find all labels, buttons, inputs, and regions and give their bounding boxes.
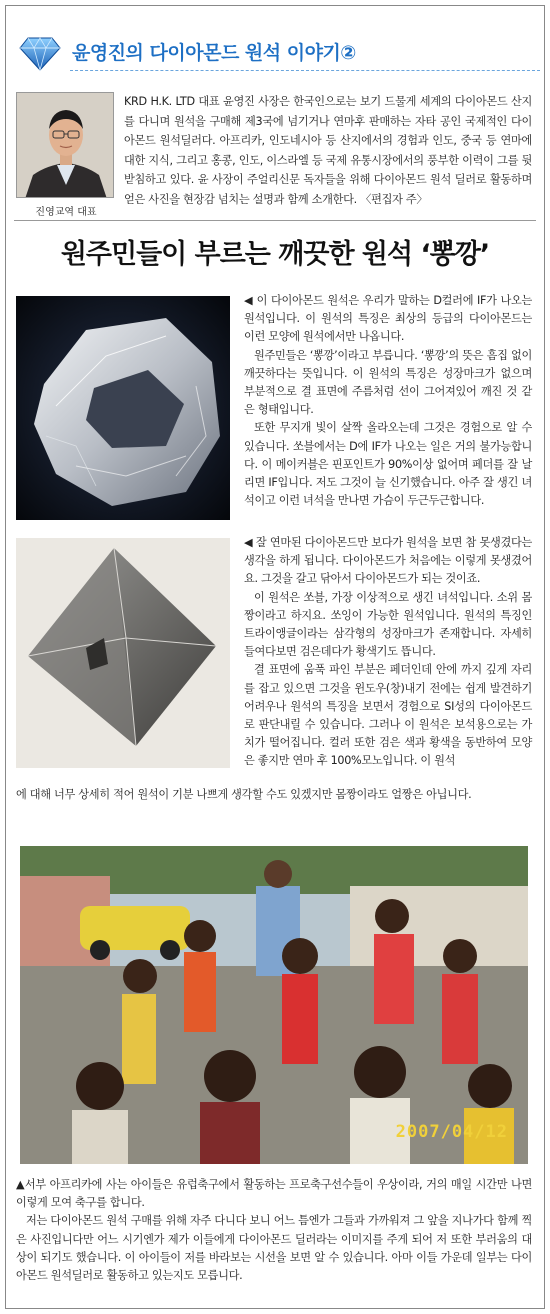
section2-paragraph: 결 표면에 움푹 파인 부분은 페더인데 안에 까지 깊게 자리를 잡고 있으면 그것을 윈도우(창)내기 전에는 쉽게 발견하기 어려우나 원석의 특징을 보면서 경험으로 SI성의 다이아몬드로 판단내릴 수 있습니다. 그러나 이 원석은 보석용으로는 가치가 떨어집니다. 컬러 또한 검은 색과 황색을 동반하여 모양은 좋지만 연마 후 100%모노입니다. 이 원석	[244, 663, 532, 768]
section3-paragraph: 저는 다이아몬드 원석 구매를 위해 자주 다니다 보니 어느 틈엔가 그들과 가까워져 그 앞을 지나가다 함께 찍은 사진입니다만 어느 시기엔가 제가 이들에게 다이아몬드 딜러라는 이미지를 주게 되어 저 또한 부러움의 대상이 되기도 했습니다. 이 아이들이 저를 바라보는 시선을 보면 알 수 있습니다. 아마 이들 가운데 일부는 다이아몬드 원석딜러로 활동하고 있는지도 모릅니다.	[16, 1214, 532, 1283]
diamond-icon	[18, 36, 62, 72]
intro-text: KRD H.K. LTD 대표 윤영진 사장은 한국인으로는 보기 드물게 세계의 다이아몬드 산지를 다니며 원석을 구매해 제3국에 넘기거나 연마후 판매하는 자타 공인 국제적인 다이아몬드 원석딜러다. 아프리카, 인도네시아 등 산지에서의 경험과 인도, 중국 등 연마에 대한 지식, 그리고 홍콩, 인도, 이스라엘 등 국제 유통시장에서의 풍부한 이력이 그를 뒷받침하고 있다. 윤 사장이 주얼리신문 독자들을 위해 다이아몬드 원석 딜러로 활동하며 얻은 사진을 현장감 넘치는 설명과 함께 소개한다. 〈편집자 주〉	[124, 95, 532, 206]
children-group-photo	[20, 846, 528, 1164]
rough-diamond-photo-1	[16, 296, 230, 520]
section1-paragraph: 원주민들은 ‘뽕깡’이라고 부릅니다. ‘뽕깡’의 뜻은 흠집 없이 깨끗하다는 뜻입니다. 이 원석의 특징은 성장마크가 없으며 부분적으로 결 표면에 주름처럼 선이 그어져있어 깨진 것 같은 형태입니다.	[244, 348, 532, 417]
section3-paragraph: ▲서부 아프리카에 사는 아이들은 유럽축구에서 활동하는 프로축구선수들이 우상이라, 거의 매일 시간만 나면 이렇게 모여 축구를 합니다.	[16, 1178, 532, 1210]
series-title: 윤영진의 다이아몬드 원석 이야기②	[72, 42, 356, 64]
section2-text-continued	[16, 786, 532, 804]
section1-paragraph: 또한 무지개 빛이 살짝 올라오는데 그것은 경험으로 알 수 있습니다. 쏘블에서는 D에 IF가 나오는 일은 거의 불가능합니다. 이 메이커블은 핀포인트가 90%이상 없어며 페더를 잘 날리면 IF입니다. 저도 그것이 늘 신기했습니다. 아주 잘 생긴 녀석이고 이런 녀석을 만나면 가슴이 두근두근합니다.	[244, 421, 532, 508]
section2-tail: 에 대해 너무 상세히 적어 원석이 기분 나쁘게 생각할 수도 있겠지만 몸짱이라도 얼짱은 아닙니다.	[16, 788, 472, 801]
intro-divider	[14, 220, 536, 221]
photo-date-stamp: 2007/04/12	[395, 1122, 508, 1142]
section1-text	[244, 292, 532, 510]
section1-paragraph: ◀ 이 다이아몬드 원석은 우리가 말하는 D컬러에 IF가 나오는 원석입니다. 이 원석의 특징은 최상의 등급의 다이아몬드는 이런 모양에 원석에서만 나옵니다.	[244, 294, 532, 344]
series-header	[10, 22, 540, 82]
section2-paragraph: ◀ 잘 연마된 다이아몬드만 보다가 원석을 보면 참 못생겼다는 생각을 하게 됩니다. 다이아몬드가 처음에는 이렇게 못생겼어요. 그것을 갈고 닦아서 다이아몬드가 되는 것이죠.	[244, 536, 532, 586]
section2-paragraph: 이 원석은 쏘블, 가장 이상적으로 생긴 녀석입니다. 소위 몸짱이라고 하지요. 쏘잉이 가능한 원석입니다. 원석의 특징인 트라이앵글이라는 삼각형의 성장마크가 존재합니다. 자세히 들여다보면 검은데다가 황색기도 뜹니다.	[244, 590, 532, 659]
section2-text	[244, 534, 532, 771]
article-headline: 원주민들이 부르는 깨끗한 원석 ‘뽕깡’	[60, 239, 490, 270]
author-portrait	[16, 92, 114, 198]
header-divider	[70, 70, 540, 71]
portrait-caption: 진영교역 대표	[35, 207, 97, 218]
section3-caption	[16, 1176, 532, 1285]
rough-diamond-photo-2	[16, 538, 230, 768]
